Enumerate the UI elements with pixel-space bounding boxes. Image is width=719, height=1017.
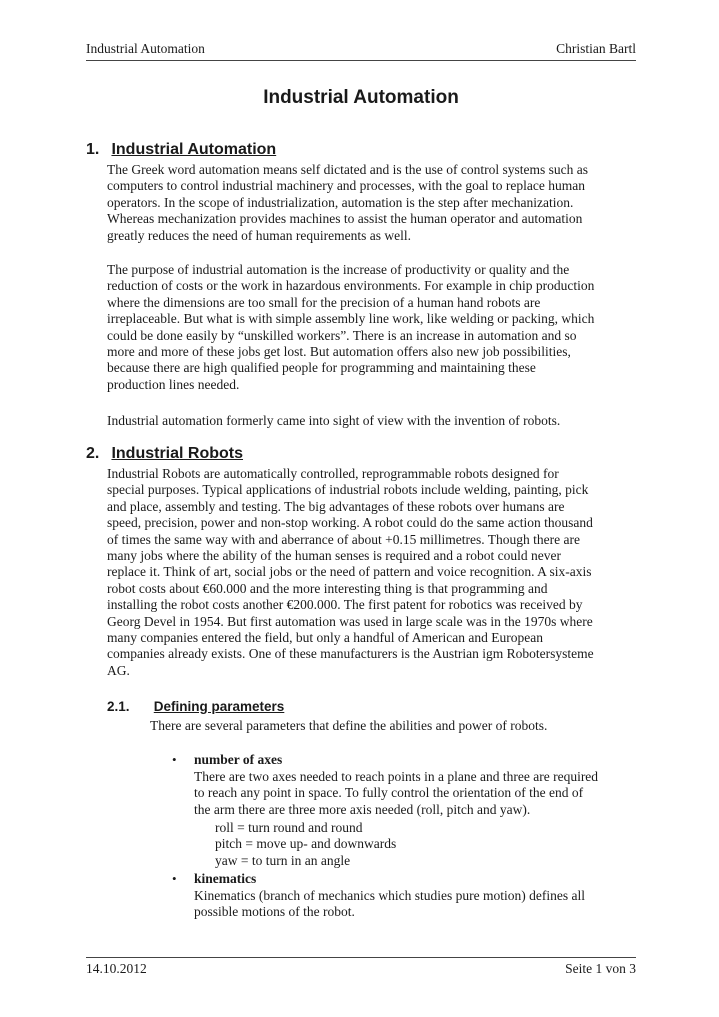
section-2-number: 2. <box>86 445 100 462</box>
section-2-title: Industrial Robots <box>111 445 244 462</box>
subsection-2-1-number: 2.1. <box>107 699 130 714</box>
footer-date: 14.10.2012 <box>86 961 147 976</box>
footer-page-number: Seite 1 von 3 <box>565 961 636 976</box>
subsection-2-1-title: Defining parameters <box>153 699 285 714</box>
running-footer <box>86 957 636 978</box>
subsection-2-1-intro: There are several parameters that define the abilities and power of robots. <box>150 718 548 733</box>
bullet-title-kinematics: kinematics <box>194 871 257 886</box>
bullet-1-text: There are two axes needed to reach points in a plane and three are required to reach any point in space. To fully control the orientation of the end of the arm there are three more axis needed (roll, pitch and yaw). <box>194 769 599 817</box>
section-1-title: Industrial Automation <box>111 141 277 158</box>
section-1-number: 1. <box>86 141 100 158</box>
section-2-paragraph-1: Industrial Robots are automatically controlled, reprogrammable robots designed for special purposes. Typical applications of industrial robots include welding, painting, pick and place, assembly and testing. The big advantages of these robots over humans are speed, precision, power and non-stop working. A robot could do the same action thousand of times the same way with and aberrance of about +0.15 millimetres. Though there are many jobs where the ability of the human senses is required and a robot could never replace it. Think of art, social jobs or the need of pattern and voice recognition. A six-axis robot costs about €60.000 and the more interesting thing is that programming and installing the robot costs another €200.000. The first patent for robotics was received by Georg Devel in 1954. But first automation was used in large scale was in the 1970s where many companies entered the field, but only a handful of American and European companies already exists. One of these manufacturers is the Austrian igm Robotersysteme AG. <box>107 466 594 678</box>
bullet-1-sublines: roll = turn round and round pitch = move up- and downwards yaw = to turn in an angle <box>215 820 397 868</box>
section-1-heading <box>86 140 276 160</box>
section-1-paragraph-1: The Greek word automation means self dictated and is the use of control systems such as computers to control industrial machinery and processes, with the goal to replace human operators. In the scope of industrialization, automation is the step after mechanization. Whereas mechanization provides machines to assist the human operator and automation greatly reduces the need of human requirements as well. <box>107 162 588 243</box>
bullet-marker-1: • <box>172 752 177 767</box>
subsection-2-1-heading <box>107 698 284 715</box>
bullet-title-number-of-axes: number of axes <box>194 752 283 767</box>
section-1-paragraph-2: The purpose of industrial automation is the increase of productivity or quality and the reduction of costs or the work in hazardous environments. For example in chip production where the dimensions are too small for the precision of a human hand robots are irreplaceable. But what is with simple assembly line work, like welding or packing, which could be done easily by “unskilled workers”. There is an increase in automation and so more and more of these jobs get lost. But automation offers also new job possibilities, because there are high qualified people for programming and maintaining these production lines needed. <box>107 262 595 392</box>
header-left: Industrial Automation <box>86 41 205 56</box>
bullet-2-text: Kinematics (branch of mechanics which studies pure motion) defines all possible motions of the robot. <box>194 888 586 920</box>
document-title: Industrial Automation <box>263 87 459 108</box>
section-1-paragraph-3: Industrial automation formerly came into sight of view with the invention of robots. <box>107 413 561 428</box>
running-header <box>86 40 636 61</box>
header-right: Christian Bartl <box>556 41 636 56</box>
bullet-marker-2: • <box>172 871 177 886</box>
section-2-heading <box>86 444 243 464</box>
